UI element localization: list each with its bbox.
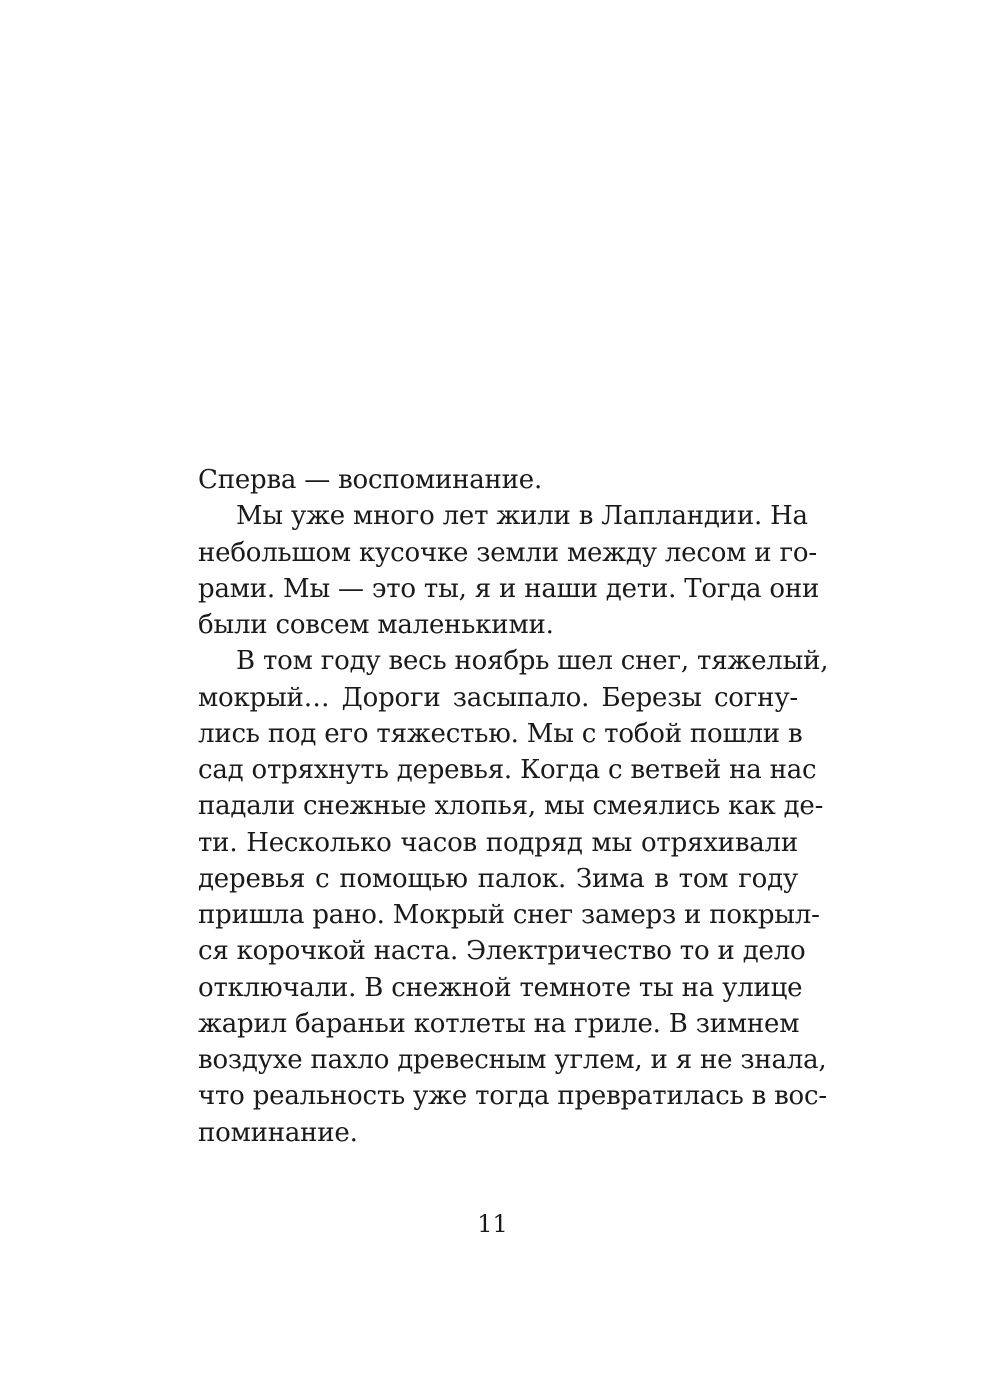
text-line: пришла рано. Мокрый снег замерз и покрыл- xyxy=(198,900,820,930)
text-line: небольшом кусочке земли между лесом и го- xyxy=(198,537,817,568)
text-line: падали снежные хлопья, мы смеялись как де- xyxy=(198,791,824,822)
text-line: Сперва — воспоминание. xyxy=(198,465,543,495)
text-line: поминание. xyxy=(198,1117,358,1148)
text-line: Мы уже много лет жили в Лапландии. На xyxy=(236,501,808,532)
text-line: жарил бараньи котлеты на гриле. В зимнем xyxy=(198,1008,800,1039)
text-line: деревья с помощью палок. Зима в том году xyxy=(198,863,798,894)
text-line: лись под его тяжестью. Мы с тобой пошли в xyxy=(198,718,803,749)
text-line: ти. Несколько часов подряд мы отряхивали xyxy=(198,827,798,858)
text-line: сад отряхнуть деревья. Когда с ветвей на нас xyxy=(198,755,817,785)
text-line: воздухе пахло древесным углем, и я не знала, xyxy=(198,1045,827,1075)
text-line: мокрый… Дороги засыпало. Березы согну- xyxy=(198,682,798,713)
page-number: 11 xyxy=(477,1210,508,1238)
text-line: В том году весь ноябрь шел снег, тяжелый, xyxy=(236,646,829,677)
text-line: отключали. В снежной темноте ты на улице xyxy=(198,972,803,1003)
text-line: были совсем маленькими. xyxy=(198,610,554,640)
text-line: что реальность уже тогда превратилась в вос- xyxy=(198,1081,827,1112)
text-line: ся корочкой наста. Электричество то и дело xyxy=(198,936,806,967)
text-line: рами. Мы — это ты, я и наши дети. Тогда они xyxy=(198,573,820,604)
body-text xyxy=(198,462,829,1151)
